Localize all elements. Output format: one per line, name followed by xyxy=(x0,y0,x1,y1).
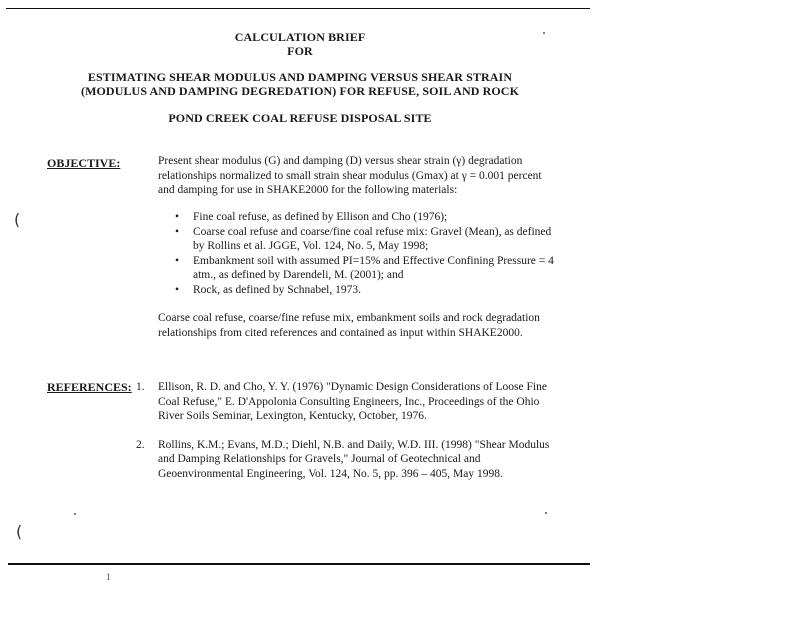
binder-hole-mark: ( xyxy=(16,522,23,541)
reference-number: 2. xyxy=(136,438,145,451)
material-item: • Fine coal refuse, as defined by Ellison and Cho (1976); xyxy=(175,210,555,225)
material-item: • Rock, as defined by Schnabel, 1973. xyxy=(175,283,555,298)
materials-list xyxy=(175,210,555,297)
objective-closing: Coarse coal refuse, coarse/fine refuse mix, embankment soils and rock degradation relationships from cited references and contained as input within SHAKE2000. xyxy=(158,312,540,339)
material-item: • Embankment soil with assumed PI=15% and Effective Confining Pressure = 4 atm., as defined by Darendeli, M. (2001); and xyxy=(175,254,555,283)
scan-speck xyxy=(543,32,545,34)
objective-heading: OBJECTIVE: xyxy=(47,156,121,170)
subtitle-line-1: ESTIMATING SHEAR MODULUS AND DAMPING VERSUS SHEAR STRAIN xyxy=(87,70,513,84)
reference-item xyxy=(136,438,566,482)
site-name: POND CREEK COAL REFUSE DISPOSAL SITE xyxy=(168,111,432,125)
title-line-2: FOR xyxy=(287,44,313,58)
references-list xyxy=(136,380,566,495)
binder-hole-mark: ( xyxy=(14,210,21,229)
material-item: • Coarse coal refuse and coarse/fine coal refuse mix: Gravel (Mean), as defined by Rollins et al. JGGE, Vol. 124, No. 5, May 1998; xyxy=(175,225,555,254)
scan-speck xyxy=(74,513,76,515)
subtitle-line-2: (MODULUS AND DAMPING DEGREDATION) FOR REFUSE, SOIL AND ROCK xyxy=(80,84,520,98)
reference-item xyxy=(136,380,566,424)
title-line-1: CALCULATION BRIEF xyxy=(234,30,366,44)
scan-speck xyxy=(545,512,547,514)
bottom-rule xyxy=(8,563,590,565)
reference-text: Rollins, K.M.; Evans, M.D.; Diehl, N.B. and Daily, W.D. III. (1998) "Shear Modulus and Damping Relationships for Gravels," Journal of Geotechnical and Geoenvironmental Engineering, Vol. 124, No. 5, pp. 396 – 405, May 1998. xyxy=(158,438,550,480)
reference-text: Ellison, R. D. and Cho, Y. Y. (1976) "Dynamic Design Considerations of Loose Fine Coal Refuse," E. D'Appolonia Consulting Engineers, Inc., Proceedings of the Ohio River Soils Seminar, Lexington, Kentucky, October, 1976. xyxy=(158,381,547,422)
objective-intro: Present shear modulus (G) and damping (D) versus shear strain (γ) degradation relationships normalized to small strain shear modulus (Gmax) at γ = 0.001 percent and damping for use in SHAKE2000 for the following materials: xyxy=(158,155,542,196)
top-rule xyxy=(6,8,590,9)
reference-number: 1. xyxy=(136,381,145,393)
references-heading: REFERENCES: xyxy=(47,380,132,394)
page-number: 1 xyxy=(106,572,111,582)
